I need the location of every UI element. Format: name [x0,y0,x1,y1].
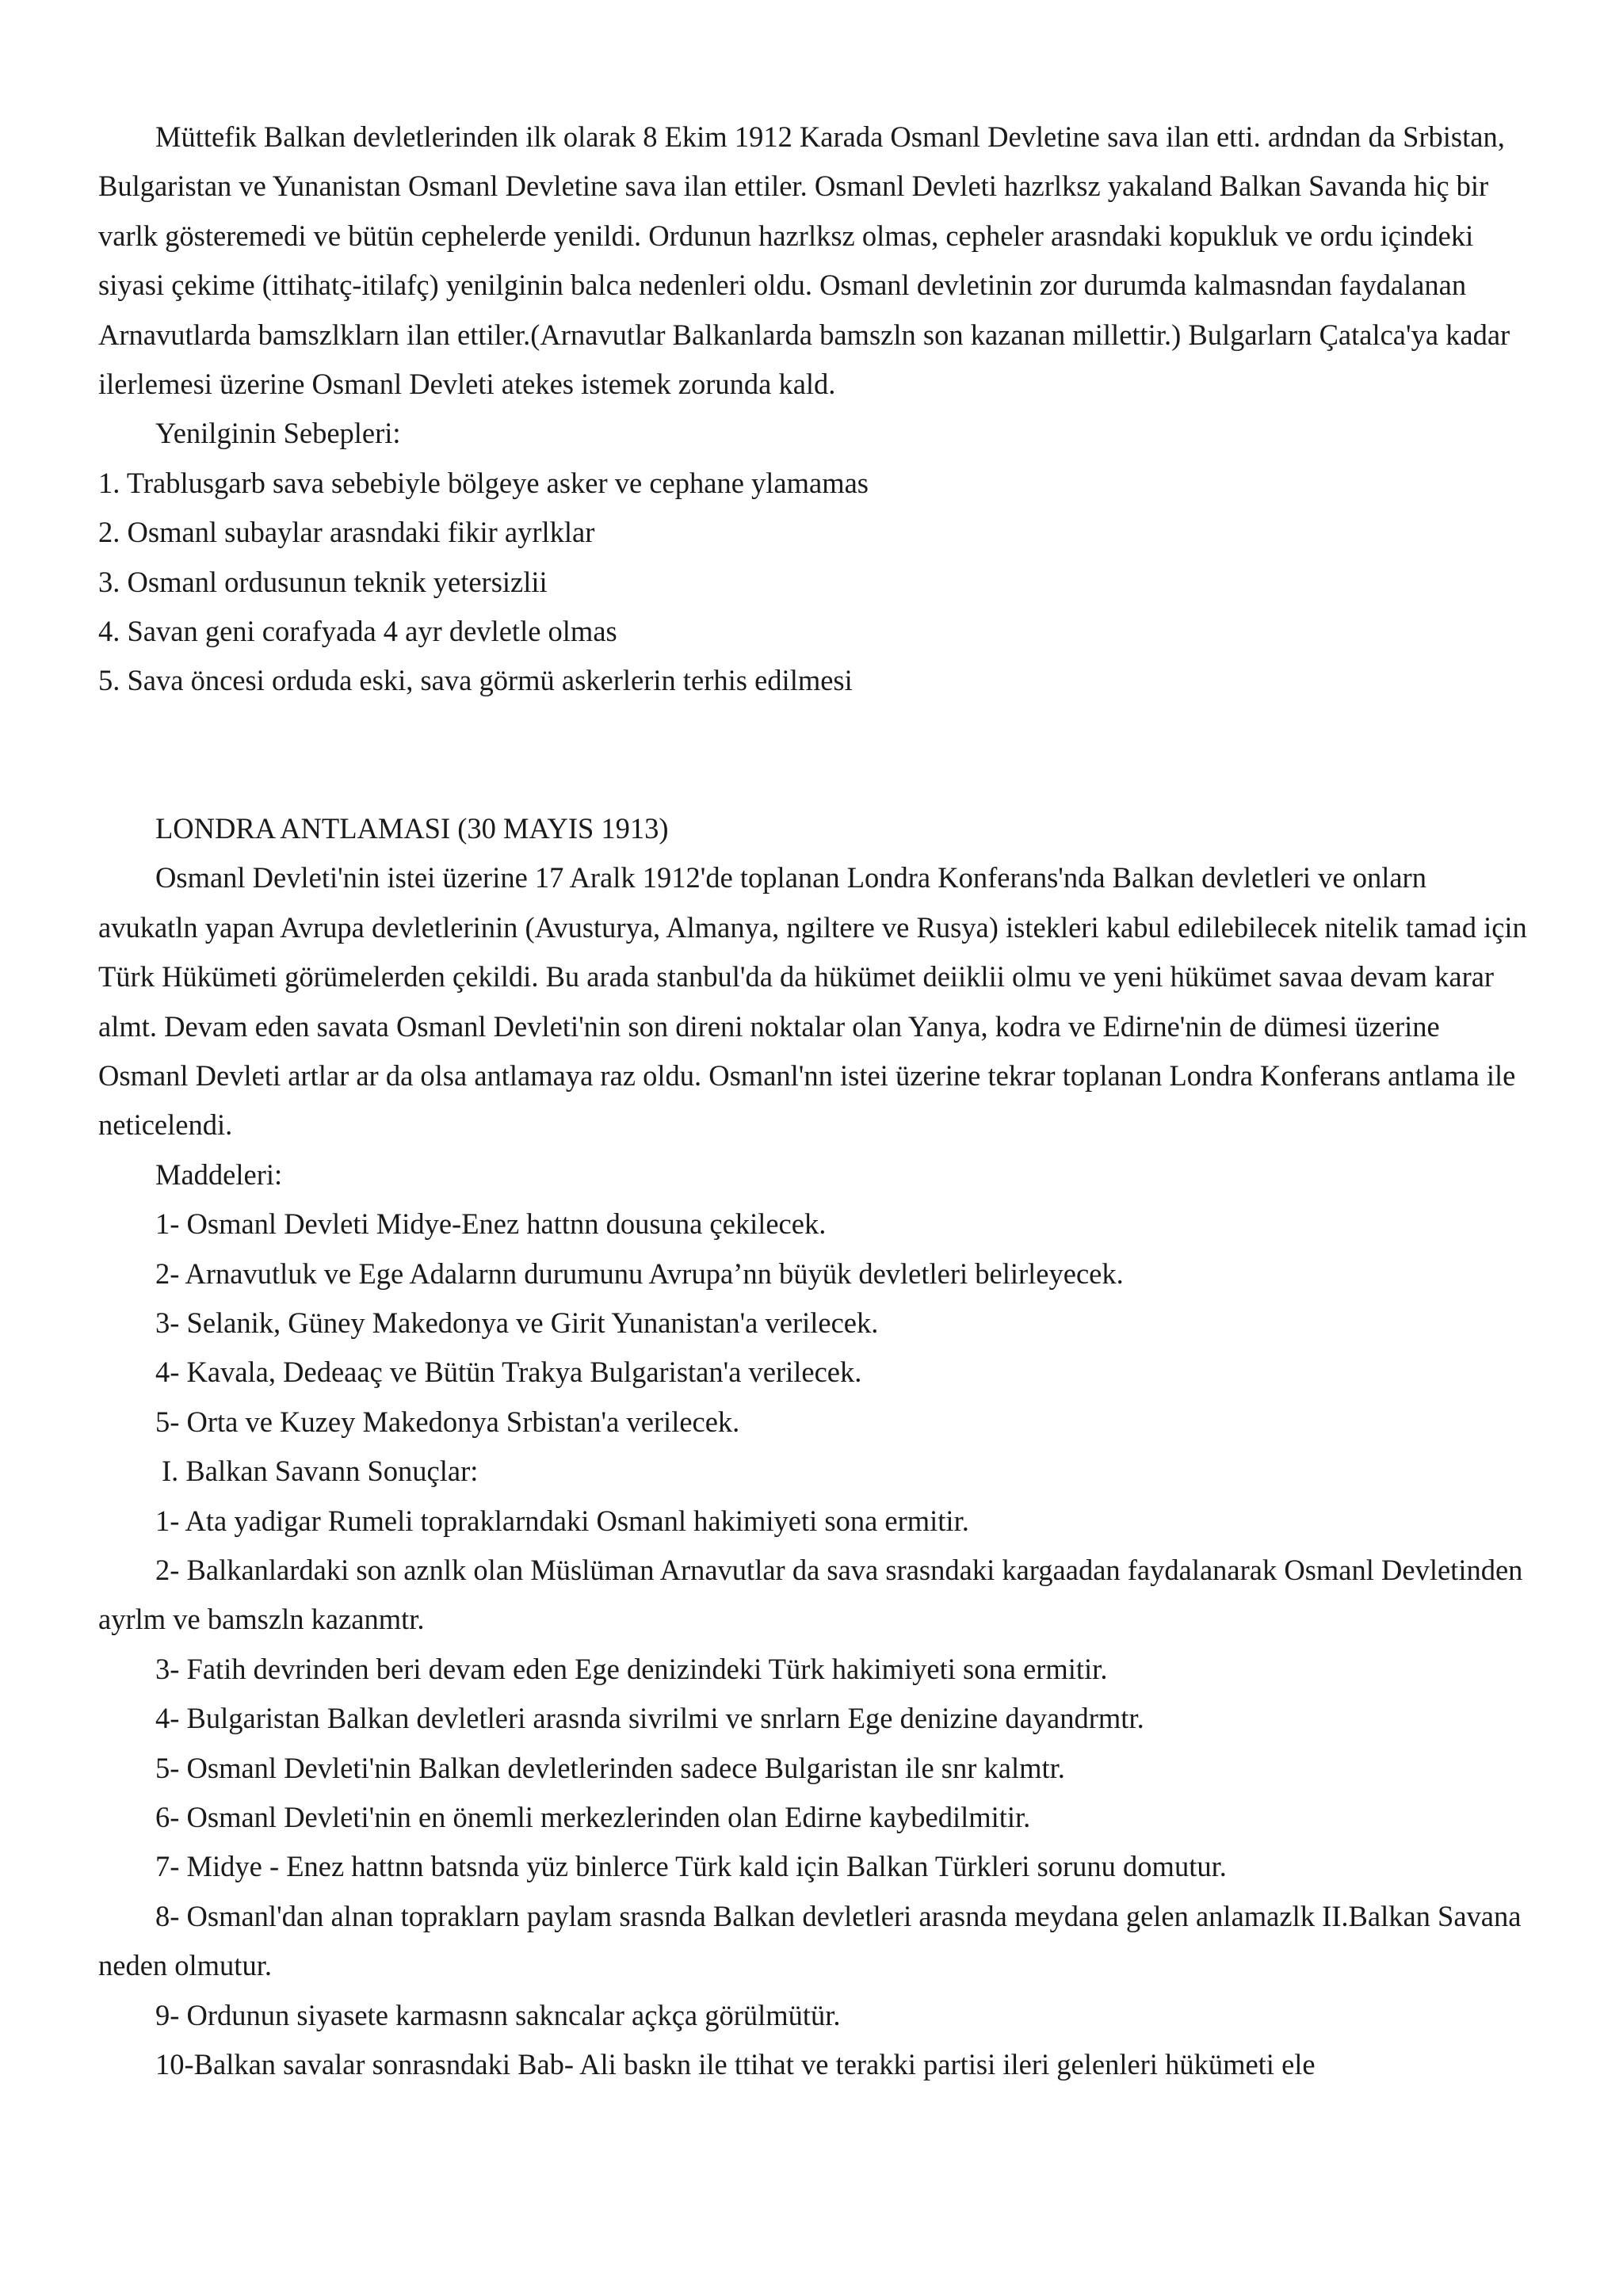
reason-item: 3. Osmanl ordusunun teknik yetersizlii [98,565,548,598]
result-item: 3- Fatih devrinden beri devam eden Ege denizindeki Türk hakimiyeti sona ermitir. [155,1652,1108,1685]
article-item: 3- Selanik, Güney Makedonya ve Girit Yunanistan'a verilecek. [155,1306,879,1339]
result-item: 8- Osmanl'dan alnan topraklarn paylam srasnda Balkan devletleri arasnda meydana gelen anlamazlk II.Balkan Savana neden olmutur. [98,1899,1522,1982]
reason-item: 1. Trablusgarb sava sebebiyle bölgeye asker ve cephane ylamamas [98,466,869,499]
article-item: 2- Arnavutluk ve Ege Adalarnn durumunu Avrupa’nn büyük devletleri belirleyecek. [155,1257,1124,1290]
reason-item: 2. Osmanl subaylar arasndaki fikir ayrlklar [98,516,595,549]
section-spacer [98,706,1533,804]
result-item: 1- Ata yadigar Rumeli topraklarndaki Osmanl hakimiyeti sona ermitir. [155,1504,969,1537]
londra-paragraph: Osmanl Devleti'nin istei üzerine 17 Aralk 1912'de toplanan Londra Konferans'nda Balkan devletleri ve onlarn avukatln yapan Avrupa devletlerinin (Avusturya, Almanya, ngiltere ve Rusya) istekleri kabul edilebilecek nitelik tamad için Türk Hükümeti görümelerden çekildi. Bu arada stanbul'da da hükümet deiiklii olmu ve yeni hükümet savaa devam karar almt. Devam eden savata Osmanl Devleti'nin son direni noktalar olan Yanya, kodra ve Edirne'nin de dümesi üzerine Osmanl Devleti artlar ar da olsa antlamaya raz oldu. Osmanl'nn istei üzerine tekrar toplanan Londra Konferans antlama ile neticelendi. [98,861,1527,1142]
reason-item: 5. Sava öncesi orduda eski, sava görmü askerlerin terhis edilmesi [98,664,853,697]
reasons-heading: Yenilginin Sebepleri: [155,417,401,450]
result-item: 4- Bulgaristan Balkan devletleri arasnda sivrilmi ve snrlarn Ege denizine dayandrmtr. [155,1702,1144,1735]
article-item: 1- Osmanl Devleti Midye-Enez hattnn dousuna çekilecek. [155,1207,827,1241]
reason-item: 4. Savan geni corafyada 4 ayr devletle olmas [98,615,617,648]
intro-paragraph: Müttefik Balkan devletlerinden ilk olarak 8 Ekim 1912 Karada Osmanl Devletine sava ilan etti. ardndan da Srbistan, Bulgaristan ve Yunanistan Osmanl Devletine sava ilan ettiler. Osmanl Devleti hazrlksz yakaland Balkan Savanda hiç bir varlk gösteremedi ve bütün cephelerde yenildi. Ordunun hazrlksz olmas, cepheler arasndaki kopukluk ve ordu içindeki siyasi çekime (ittihatç-itilafç) yenilginin balca nedenleri oldu. Osmanl devletinin zor durumda kalmasndan faydalanan Arnavutlarda bamszlklarn ilan ettiler.(Arnavutlar Balkanlarda bamszln son kazanan millettir.) Bulgarlarn Çatalca'ya kadar ilerlemesi üzerine Osmanl Devleti atekes istemek zorunda kald. [98,120,1510,401]
results-heading: I. Balkan Savann Sonuçlar: [162,1455,479,1488]
result-item: 2- Balkanlardaki son aznlk olan Müslüman Arnavutlar da sava srasndaki kargaadan faydalanarak Osmanl Devletinden ayrlm ve bamszln kazanmtr. [98,1553,1523,1636]
section-title-londra: LONDRA ANTLAMASI (30 MAYIS 1913) [155,811,669,845]
result-item: 10-Balkan savalar sonrasndaki Bab- Ali baskn ile ttihat ve terakki partisi ileri gelenleri hükümeti ele [155,2048,1316,2081]
result-item: 9- Ordunun siyasete karmasnn sakncalar açkça görülmütür. [155,1998,841,2031]
article-item: 4- Kavala, Dedeaaç ve Bütün Trakya Bulgaristan'a verilecek. [155,1356,862,1389]
articles-heading: Maddeleri: [155,1158,283,1191]
result-item: 6- Osmanl Devleti'nin en önemli merkezlerinden olan Edirne kaybedilmitir. [155,1801,1031,1833]
result-item: 7- Midye - Enez hattnn batsnda yüz binlerce Türk kald için Balkan Türkleri sorunu domutur. [155,1850,1227,1883]
article-item: 5- Orta ve Kuzey Makedonya Srbistan'a verilecek. [155,1405,740,1438]
result-item: 5- Osmanl Devleti'nin Balkan devletlerinden sadece Bulgaristan ile snr kalmtr. [155,1751,1065,1784]
document-body [98,113,1533,2089]
